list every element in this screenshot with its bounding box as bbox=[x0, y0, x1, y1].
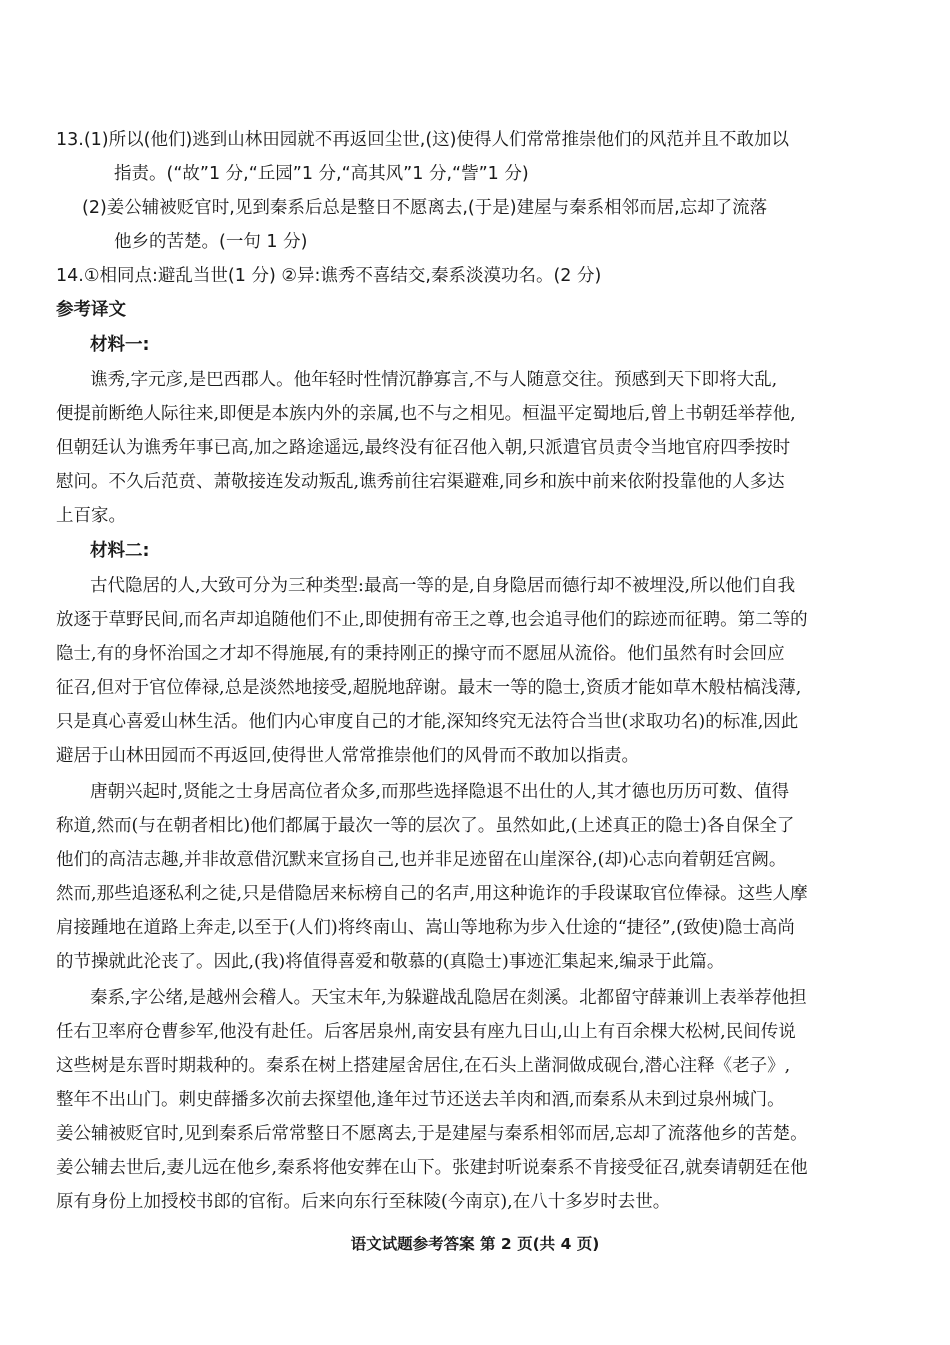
page-footer: 语文试题参考答案 第 2 页(共 4 页) bbox=[350, 1235, 600, 1253]
translation-heading: 参考译文 bbox=[56, 300, 126, 320]
material-2-line: 然而,那些追逐私利之徒,只是借隐居来标榜自己的名声,用这种诡诈的手段谋取官位俸禄。这些人摩 bbox=[56, 884, 808, 904]
material-2-line: 整年不出山门。刺史薛播多次前去探望他,逢年过节还送去羊肉和酒,而秦系从未到过泉州城门。 bbox=[56, 1090, 785, 1110]
answer-13-2-line-1: (2)姜公辅被贬官时,见到秦系后总是整日不愿离去,(于是)建屋与秦系相邻而居,忘却了流落 bbox=[82, 198, 768, 218]
material-2-line: 秦系,字公绪,是越州会稽人。天宝末年,为躲避战乱隐居在剡溪。北都留守薛兼训上表举荐他担 bbox=[90, 988, 807, 1008]
material-2-title: 材料二: bbox=[90, 541, 150, 561]
material-2-line: 肩接踵地在道路上奔走,以至于(人们)将终南山、嵩山等地称为步入仕途的“捷径”,(致使)隐士高尚 bbox=[56, 918, 795, 938]
material-2-line: 唐朝兴起时,贤能之士身居高位者众多,而那些选择隐退不出仕的人,其才德也历历可数、值得 bbox=[90, 782, 790, 802]
material-1-line: 但朝廷认为谯秀年事已高,加之路途遥远,最终没有征召他入朝,只派遣官员责令当地官府四季按时 bbox=[56, 438, 791, 458]
material-2-line: 的节操就此沦丧了。因此,(我)将值得喜爱和敬慕的(真隐士)事迹汇集起来,编录于此篇。 bbox=[56, 952, 725, 972]
material-1-line: 便提前断绝人际往来,即便是本族内外的亲属,也不与之相见。桓温平定蜀地后,曾上书朝廷举荐他, bbox=[56, 404, 796, 424]
answer-13-1-line-2: 指责。(“故”1 分,“丘园”1 分,“高其风”1 分,“訾”1 分) bbox=[114, 164, 529, 184]
answer-13-2-line-2: 他乡的苦楚。(一句 1 分) bbox=[114, 232, 308, 252]
material-2-line: 这些树是东晋时期栽种的。秦系在树上搭建屋舍居住,在石头上凿洞做成砚台,潜心注释《老子》, bbox=[56, 1056, 791, 1076]
material-2-line: 隐士,有的身怀治国之才却不得施展,有的秉持刚正的操守而不愿屈从流俗。他们虽然有时会回应 bbox=[56, 644, 785, 664]
material-1-title: 材料一: bbox=[90, 335, 150, 355]
material-2-line: 只是真心喜爱山林生活。他们内心审度自己的才能,深知终究无法符合当世(求取功名)的标准,因此 bbox=[56, 712, 799, 732]
answer-14: 14.①相同点:避乱当世(1 分) ②异:谯秀不喜结交,秦系淡漠功名。(2 分) bbox=[56, 266, 602, 286]
material-2-line: 古代隐居的人,大致可分为三种类型:最高一等的是,自身隐居而德行却不被埋没,所以他们自我 bbox=[90, 576, 796, 596]
material-2-line: 征召,但对于官位俸禄,总是淡然地接受,超脱地辞谢。最末一等的隐士,资质才能如草木般枯槁浅薄, bbox=[56, 678, 802, 698]
material-1-line: 慰问。不久后范贲、萧敬接连发动叛乱,谯秀前往宕渠避难,同乡和族中前来依附投靠他的人多达 bbox=[56, 472, 785, 492]
material-2-line: 放逐于草野民间,而名声却追随他们不止,即使拥有帝王之尊,也会追寻他们的踪迹而征聘。第二等的 bbox=[56, 610, 808, 630]
material-2-line: 称道,然而(与在朝者相比)他们都属于最次一等的层次了。虽然如此,(上述真正的隐士)各自保全了 bbox=[56, 816, 795, 836]
material-2-line: 姜公辅去世后,妻儿远在他乡,秦系将他安葬在山下。张建封听说秦系不肯接受征召,就奏请朝廷在他 bbox=[56, 1158, 808, 1178]
material-1-line: 谯秀,字元彦,是巴西郡人。他年轻时性情沉静寡言,不与人随意交往。预感到天下即将大乱, bbox=[90, 370, 778, 390]
material-2-line: 任右卫率府仓曹参军,他没有赴任。后客居泉州,南安县有座九日山,山上有百余棵大松树,民间传说 bbox=[56, 1022, 796, 1042]
material-2-line: 避居于山林田园而不再返回,使得世人常常推崇他们的风骨而不敢加以指责。 bbox=[56, 746, 640, 766]
material-1-line: 上百家。 bbox=[56, 506, 126, 526]
material-2-line: 原有身份上加授校书郎的官衔。后来向东行至秣陵(今南京),在八十多岁时去世。 bbox=[56, 1192, 671, 1212]
answer-13-1-line-1: 13.(1)所以(他们)逃到山林田园就不再返回尘世,(这)使得人们常常推崇他们的风范并且不敢加以 bbox=[56, 130, 789, 150]
material-2-line: 姜公辅被贬官时,见到秦系后常常整日不愿离去,于是建屋与秦系相邻而居,忘却了流落他乡的苦楚。 bbox=[56, 1124, 808, 1144]
material-2-line: 他们的高洁志趣,并非故意借沉默来宣扬自己,也并非足迹留在山崖深谷,(却)心志向着朝廷宫阙。 bbox=[56, 850, 787, 870]
